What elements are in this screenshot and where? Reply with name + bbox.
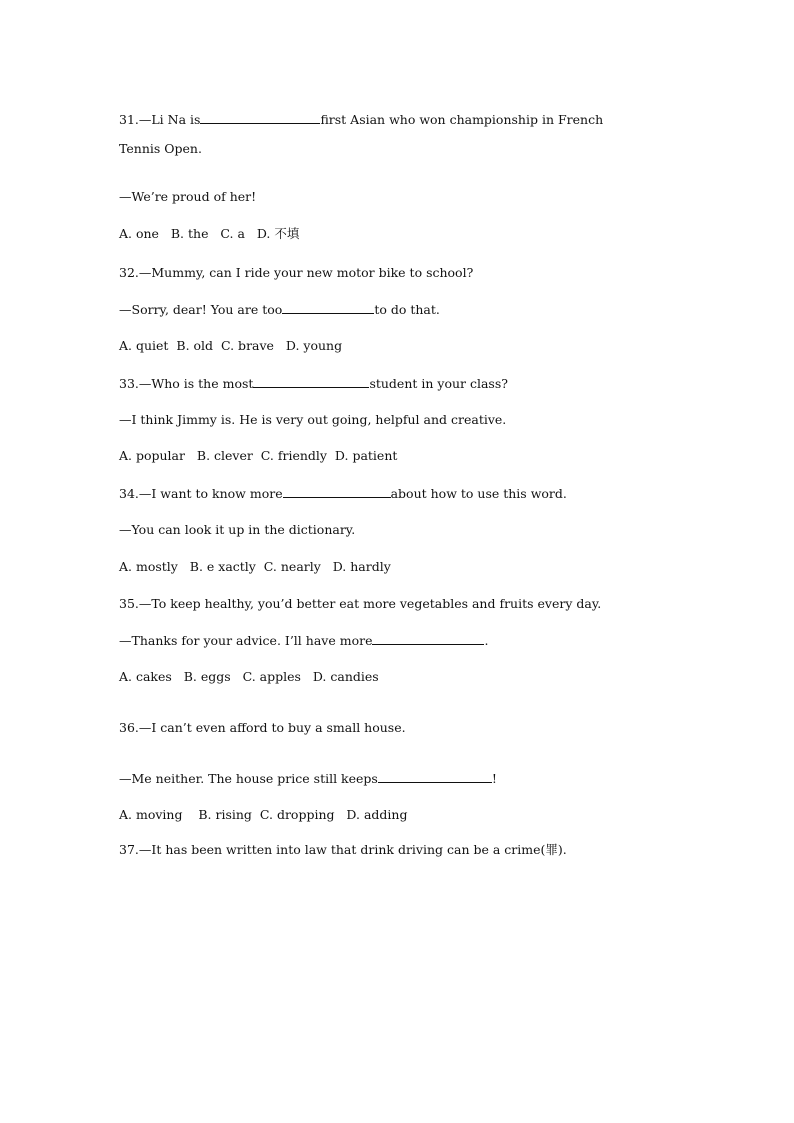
question-31-response: —We’re proud of her! [119,189,257,204]
question-31-options: A. one B. the C. a D. 不填 [119,226,300,241]
question-37-line: 37.—It has been written into law that drink driving can be a crime(罪). [119,842,567,857]
question-31-text-before: 31.—Li Na is [119,112,201,127]
question-35-line: 35.—To keep healthy, you’d better eat more vegetables and fruits every day. [119,596,602,611]
question-33-text-after: student in your class? [369,376,508,391]
question-32-text-after: to do that. [374,302,440,317]
question-35-response [119,632,488,649]
question-36-line: 36.—I can’t even afford to buy a small house. [119,720,406,735]
question-36-blank[interactable] [378,770,492,783]
question-36-options: A. moving B. rising C. dropping D. adding [119,807,408,822]
question-34-response: —You can look it up in the dictionary. [119,522,356,537]
question-33-line [119,375,508,392]
question-33-options: A. popular B. clever C. friendly D. patient [119,448,398,463]
question-31-line-2: Tennis Open. [119,141,202,156]
question-33-text-before: 33.—Who is the most [119,376,254,391]
question-34-blank[interactable] [283,485,391,498]
question-32-line: 32.—Mummy, can I ride your new motor bike to school? [119,265,474,280]
question-34-line [119,485,567,502]
question-31-text-after: first Asian who won championship in French [320,112,604,127]
question-35-blank[interactable] [372,632,484,645]
question-32-options: A. quiet B. old C. brave D. young [119,338,343,353]
question-34-options: A. mostly B. e xactly C. nearly D. hardly [119,559,391,574]
question-32-text-before: —Sorry, dear! You are too [119,302,283,317]
question-36-text-after: ! [491,771,497,786]
question-34-text-before: 34.—I want to know more [119,486,283,501]
question-35-text-after: . [484,633,489,648]
question-36-response [119,770,497,787]
question-31-blank[interactable] [200,111,320,124]
question-33-blank[interactable] [253,375,369,388]
question-35-options: A. cakes B. eggs C. apples D. candies [119,669,379,684]
question-36-text-before: —Me neither. The house price still keeps [119,771,378,786]
question-32-blank[interactable] [282,301,374,314]
question-35-text-before: —Thanks for your advice. I’ll have more [119,633,373,648]
question-32-response [119,301,440,318]
question-33-response: —I think Jimmy is. He is very out going, helpful and creative. [119,412,507,427]
question-31-line [119,111,603,128]
question-34-text-after: about how to use this word. [390,486,567,501]
